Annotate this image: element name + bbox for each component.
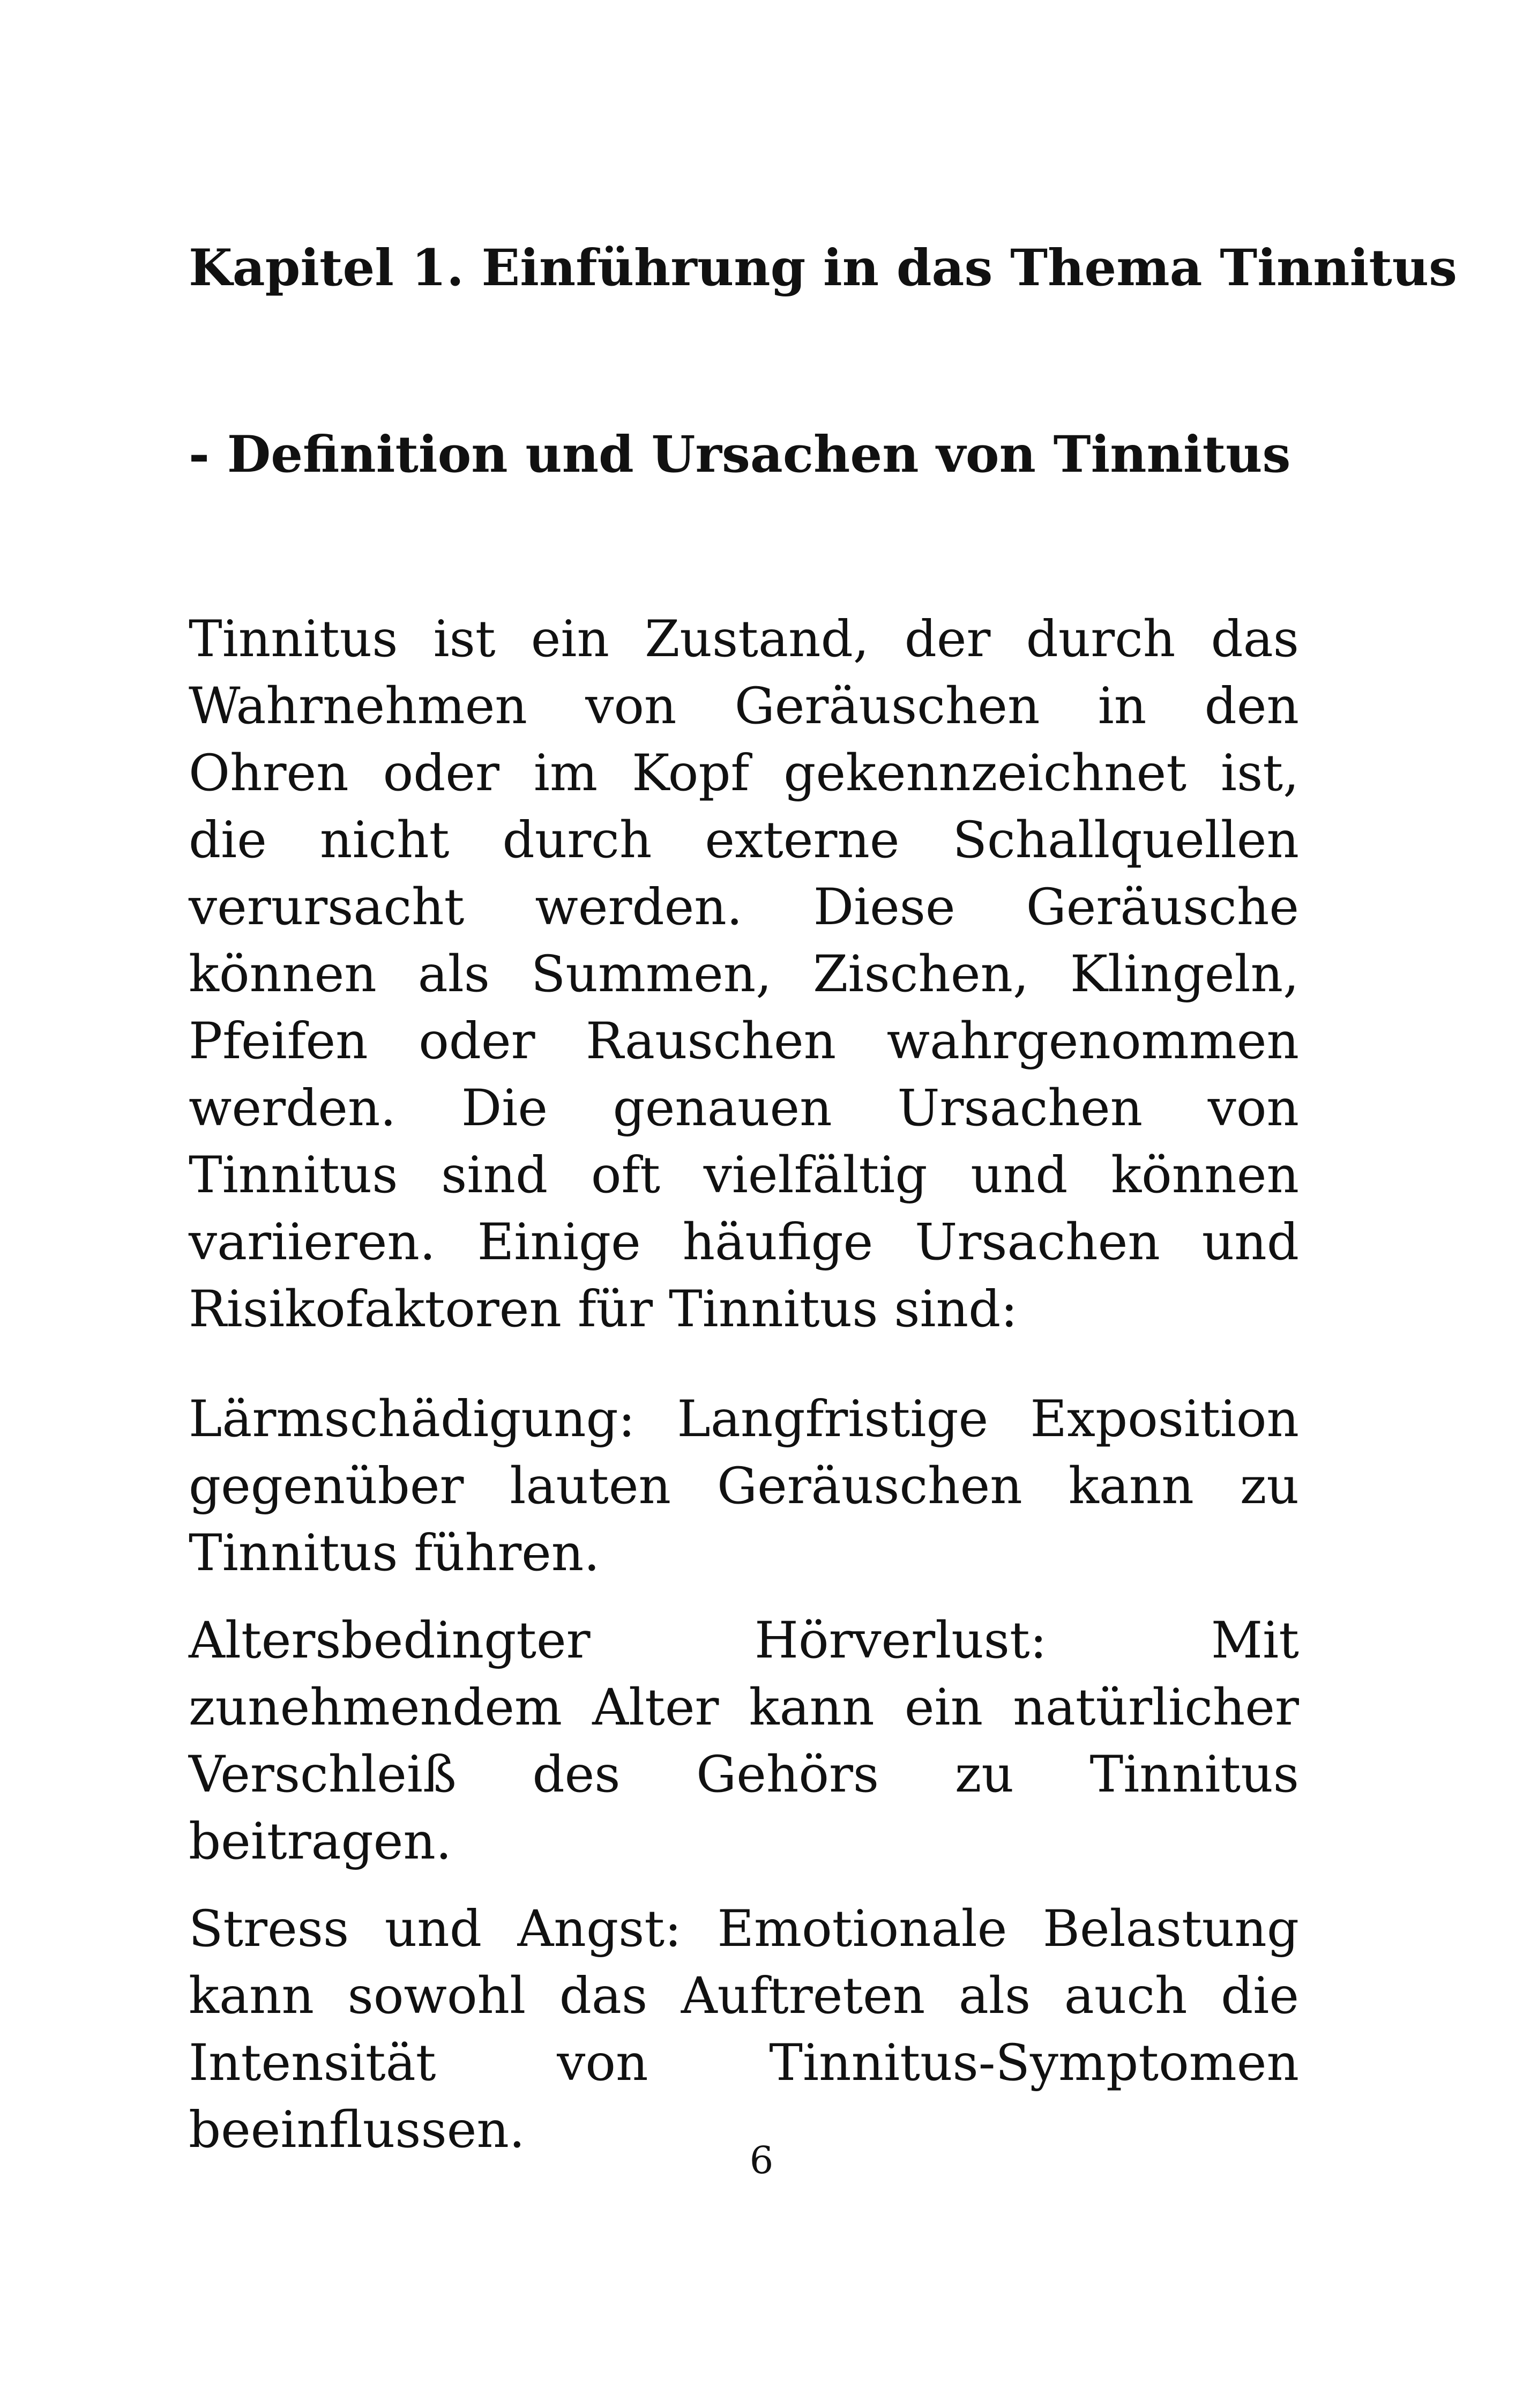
cause-list (189, 1386, 1299, 2184)
cause-item-age-hearing-loss: Altersbedingter Hörverlust: Mit zunehmendem Alter kann ein natürlicher Verschleiß des Gehörs zu Tinnitus beitragen. (189, 1611, 1299, 1871)
chapter-title: Kapitel 1. Einführung in das Thema Tinnitus (189, 239, 1458, 298)
page-number: 6 (749, 2138, 774, 2182)
intro-paragraph: Tinnitus ist ein Zustand, der durch das Wahrnehmen von Geräuschen in den Ohren oder im Kopf gekennzeichnet ist, die nicht durch externe Schallquellen verursacht werden. Diese Geräusche können als Summen, Zischen, Klingeln, Pfeifen oder Rauschen wahrgenommen werden. Die genauen Ursachen von Tinnitus sind oft vielfältig und können variieren. Einige häufige Ursachen und Risikofaktoren für Tinnitus sind: (189, 610, 1299, 1339)
section-heading: - Definition und Ursachen von Tinnitus (189, 425, 1291, 484)
cause-item-noise-damage: Lärmschädigung: Langfristige Exposition gegenüber lauten Geräuschen kann zu Tinnitus führen. (189, 1390, 1299, 1582)
cause-item-stress-anxiety: Stress und Angst: Emotionale Belastung kann sowohl das Auftreten als auch die Intensität von Tinnitus-Symptomen beeinflussen. (189, 1900, 1299, 2159)
